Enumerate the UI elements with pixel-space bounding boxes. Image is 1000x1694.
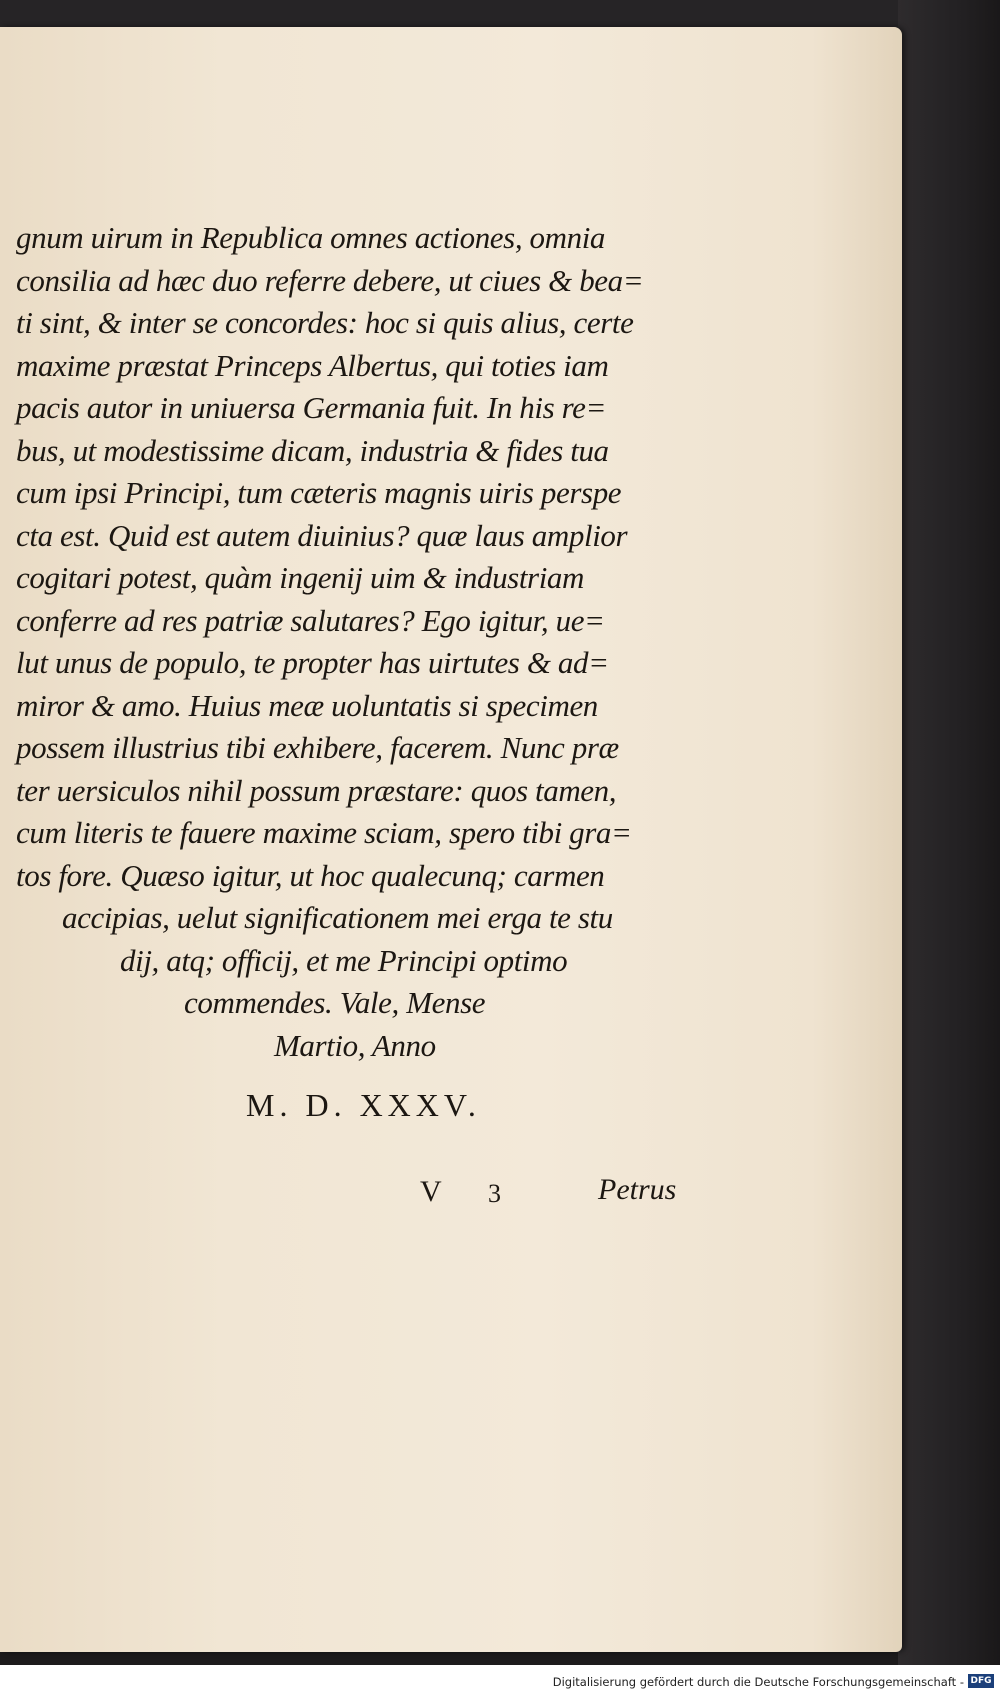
signature-mark: V <box>420 1175 442 1208</box>
text-line: consilia ad hæc duo referre debere, ut ciues & bea= <box>16 262 644 298</box>
text-line: cta est. Quid est autem diuinius? quæ laus amplior <box>16 517 628 553</box>
book-cover-edge <box>898 0 1000 1665</box>
text-line: pacis autor in uniuersa Germania fuit. In his re= <box>16 390 607 425</box>
text-line: cogitari potest, quàm ingenij uim & industriam <box>16 560 585 595</box>
text-line: cum ipsi Principi, tum cæteris magnis uiris perspe <box>16 475 622 510</box>
text-line: cum literis te fauere maxime sciam, spero tibi gra= <box>16 815 632 850</box>
signature-number: 3 <box>488 1179 501 1208</box>
text-line: accipias, uelut significationem mei erga te stu <box>62 900 613 935</box>
text-line: miror & amo. Huius meæ uoluntatis si specimen <box>16 687 598 723</box>
text-line: maxime præstat Princeps Albertus, qui toties iam <box>16 347 609 383</box>
text-line: conferre ad res patriæ salutares? Ego igitur, ue= <box>16 602 605 638</box>
text-line: ter uersiculos nihil possum præstare: quos tamen, <box>16 772 617 808</box>
text-line: commendes. Vale, Mense <box>184 985 486 1020</box>
book-page <box>0 27 902 1652</box>
text-line: ti sint, & inter se concordes: hoc si quis alius, certe <box>16 305 634 340</box>
text-line: dij, atq; officij, et me Principi optimo <box>120 942 568 978</box>
funding-credit: Digitalisierung gefördert durch die Deutsche Forschungsgemeinschaft - <box>552 1675 964 1689</box>
text-line: gnum uirum in Republica omnes actiones, omnia <box>16 220 606 255</box>
text-line: tos fore. Quæso igitur, ut hoc qualecunq; carmen <box>16 857 605 893</box>
dfg-logo-icon: DFG <box>968 1674 994 1688</box>
body-text <box>16 217 676 1067</box>
text-line: lut unus de populo, te propter has uirtutes & ad= <box>16 645 609 680</box>
colophon-date: M. D. XXXV. <box>246 1087 481 1123</box>
catchword: Petrus <box>598 1173 677 1206</box>
text-line: Martio, Anno <box>274 1027 436 1063</box>
footer-bar <box>0 1665 1000 1694</box>
text-line: possem illustrius tibi exhibere, facerem. Nunc præ <box>16 730 619 765</box>
text-line: bus, ut modestissime dicam, industria & fides tua <box>16 432 609 468</box>
